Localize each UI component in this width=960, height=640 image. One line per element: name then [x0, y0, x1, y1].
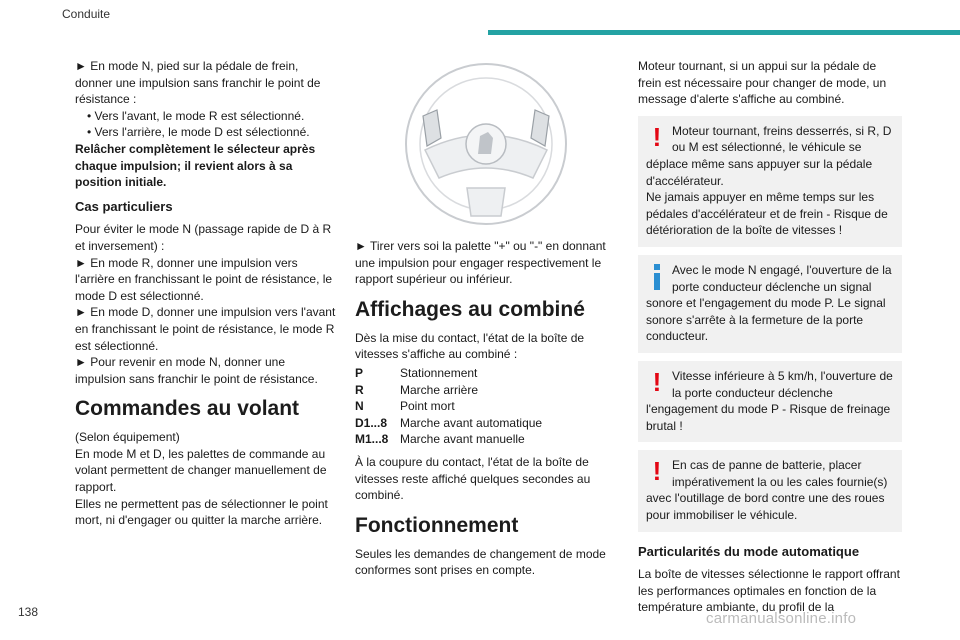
header-accent-bar	[488, 30, 960, 35]
warning-exclamation-icon: !	[652, 366, 662, 397]
paragraph: Seules les demandes de changement de mode conformes sont prises en compte.	[355, 546, 606, 578]
warning-exclamation-icon: !	[652, 121, 662, 152]
column-right	[638, 58, 902, 616]
table-row: M1...8 Marche avant manuelle	[355, 432, 525, 447]
column-middle	[355, 58, 617, 579]
paragraph: À la coupure du contact, l'état de la boîte de vitesses reste affiché quelques secondes au combiné.	[355, 454, 591, 503]
paragraph: Moteur tournant, si un appui sur la pédale de frein est nécessaire pour changer de mode, un message d'alerte s'affiche au combiné.	[638, 59, 887, 107]
steering-wheel-illustration	[355, 58, 617, 230]
paragraph: ► Pour revenir en mode N, donner une impulsion sans franchir le point de résistance.	[75, 355, 318, 386]
paragraph: (Selon équipement)	[75, 430, 180, 445]
column-left	[75, 58, 337, 529]
table-row: D1...8 Marche avant automatique	[355, 415, 543, 430]
table-row: R Marche arrière	[355, 382, 479, 397]
paragraph: ► En mode R, donner une impulsion vers l'arrière en franchissant le point de résistance, le mode D est sélectionné.	[75, 255, 333, 303]
info-icon	[646, 262, 668, 292]
paragraph: La boîte de vitesses sélectionne le rapport offrant les performances optimales en fonction de la température ambiante, du profil de la	[638, 567, 900, 615]
section-title: Commandes au volant	[75, 397, 300, 421]
paragraph: ► En mode N, pied sur la pédale de frein, donner une impulsion sans franchir le point de résistance :	[75, 59, 321, 107]
paragraph: Dès la mise du contact, l'état de la boîte de vitesses s'affiche au combiné :	[355, 330, 585, 362]
paragraph: ► Tirer vers soi la palette "+" ou "-" en donnant une impulsion pour engager respectivement le rapport supérieur ou inférieur.	[355, 239, 606, 287]
warning-note	[638, 450, 902, 531]
paragraph: ► En mode D, donner une impulsion vers l'avant en franchissant le point de résistance, le mode R est sélectionné.	[75, 305, 336, 353]
paragraph: Pour éviter le mode N (passage rapide de D à R et inversement) :	[75, 222, 332, 253]
warning-note	[638, 361, 902, 442]
gear-modes-table	[355, 365, 542, 448]
watermark: carmanualsonline.info	[706, 610, 857, 627]
chapter-title: Conduite	[62, 7, 111, 21]
bullet-item: • Vers l'avant, le mode R est sélectionné.	[87, 108, 305, 123]
note-text: En cas de panne de batterie, placer impérativement la ou les cales fournie(s) avec l'outillage de bord contre une des roues pour immobiliser le véhicule.	[646, 458, 888, 523]
subsection-title: Particularités du mode automatique	[638, 543, 860, 559]
note-text: Avec le mode N engagé, l'ouverture de la porte conducteur déclenche un signal sonore et l'engagement du mode P. Le signal sonore s'arrête à la fermeture de la porte conducteur.	[646, 262, 892, 344]
note-text: Moteur tournant, freins desserrés, si R, D ou M est sélectionné, le véhicule se déplace même sans appuyer sur la pédale d'accélérateur. Ne jamais appuyer en même temps sur les pédales d'accélérateur et de frein - Risque de détérioration de la boîte de vitesses !	[646, 123, 892, 238]
warning-exclamation-icon: !	[652, 456, 662, 487]
bullet-item: • Vers l'arrière, le mode D est sélectionné.	[87, 125, 310, 140]
paragraph-bold: Relâcher complètement le sélecteur après chaque impulsion; il revient alors à sa position initiale.	[75, 141, 316, 190]
info-note	[638, 255, 902, 353]
section-title: Affichages au combiné	[355, 297, 585, 321]
subsection-title: Cas particuliers	[75, 198, 173, 214]
page-number: 138	[18, 605, 39, 619]
paragraph: En mode M et D, les palettes de commande au volant permettent de changer manuellement de rapport.	[75, 446, 327, 495]
warning-note	[638, 116, 902, 247]
table-row: P Stationnement	[355, 365, 478, 380]
paragraph: Elles ne permettent pas de sélectionner le point mort, ni d'engager ou quitter la marche arrière.	[75, 496, 328, 528]
note-text: Vitesse inférieure à 5 km/h, l'ouverture de la porte conducteur déclenche l'engagement du mode P - Risque de freinage brutal !	[646, 368, 893, 433]
section-title: Fonctionnement	[355, 513, 519, 537]
table-row: N Point mort	[355, 399, 455, 414]
